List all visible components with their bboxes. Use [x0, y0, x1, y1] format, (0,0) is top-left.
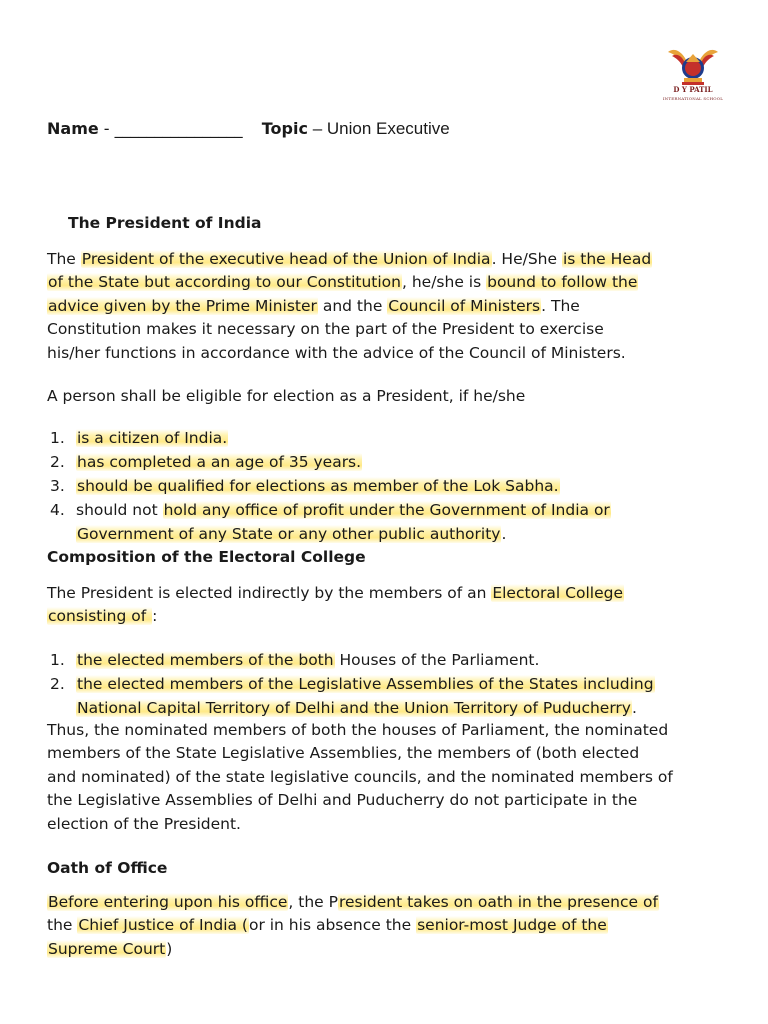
highlight: Government of any State or any other public authority: [77, 525, 501, 543]
name-blank[interactable]: ________________: [114, 119, 243, 138]
highlight: has completed a an age of 35 years.: [77, 453, 362, 471]
highlight: Before entering upon his office: [48, 893, 288, 911]
highlight: National Capital Territory of Delhi and the Union Territory of Puducherry: [77, 699, 631, 717]
text-line: of the State but according to our Constitution, he/she is bound to follow the: [48, 273, 638, 292]
list-item: 4. should not hold any office of profit under the Government of India or Government of any State or any other public authority.: [50, 501, 610, 543]
highlight: senior-most Judge of the: [417, 916, 607, 935]
text-line: members of the State Legislative Assemblies, the members of (both elected: [47, 744, 640, 763]
name-separator: -: [98, 119, 115, 138]
text-line: Before entering upon his office, the President takes on oath in the presence of: [48, 893, 658, 911]
president-paragraph: [47, 248, 737, 365]
highlight: bound to follow the: [487, 273, 638, 292]
topic-separator: –: [307, 119, 327, 138]
text-line: The President is elected indirectly by the members of an Electoral College: [47, 584, 623, 602]
eligibility-intro: A person shall be eligible for election as a President, if he/she: [47, 387, 526, 405]
text-line: advice given by the Prime Minister and the Council of Ministers. The: [48, 296, 580, 315]
highlight: Council of Ministers: [388, 296, 541, 315]
list-item: 3. should be qualified for elections as member of the Lok Sabha.: [50, 477, 559, 495]
logo-caption: [662, 86, 724, 103]
text-line: the Legislative Assemblies of Delhi and Puducherry do not participate in the: [47, 791, 638, 810]
electoral-college-intro: [47, 582, 737, 629]
highlight: Electoral College: [492, 584, 623, 602]
oath-paragraph: [47, 891, 737, 961]
highlight: Chief Justice of India (: [78, 916, 248, 935]
highlight: is a citizen of India.: [77, 429, 228, 447]
highlight: resident takes on oath in the presence of: [338, 893, 658, 911]
eligibility-list: [47, 426, 747, 546]
text-line: Thus, the nominated members of both the houses of Parliament, the nominated: [47, 721, 669, 739]
highlight: consisting of: [48, 607, 152, 626]
name-topic-line: [47, 118, 450, 140]
highlight: is the Head: [562, 250, 652, 268]
list-item: 2. the elected members of the Legislative Assemblies of the States including National Capital Territory of Delhi and the Union Territory of Puducherry.: [50, 675, 654, 717]
highlight: of the State but according to our Constitution: [48, 273, 401, 292]
highlight: should be qualified for elections as member of the Lok Sabha.: [77, 477, 559, 495]
electoral-college-list: [47, 648, 747, 720]
highlight: the elected members of the both: [77, 651, 334, 669]
text-line: election of the President.: [47, 814, 241, 833]
electoral-college-closing: [47, 719, 737, 836]
list-item: 1. is a citizen of India.: [50, 429, 228, 447]
text-line: consisting of :: [48, 607, 158, 626]
text-line: his/her functions in accordance with the advice of the Council of Ministers.: [47, 343, 626, 362]
topic-label: Topic: [261, 119, 308, 138]
text-line: and nominated) of the state legislative councils, and the nominated members of: [47, 767, 673, 786]
list-item: 2. has completed a an age of 35 years.: [50, 453, 362, 471]
highlight: advice given by the Prime Minister: [48, 296, 317, 315]
logo-name: D Y PATIL: [673, 85, 713, 94]
text-line: The President of the executive head of the Union of India. He/She is the Head: [47, 250, 652, 268]
section-heading-electoral-college: Composition of the Electoral College: [47, 548, 366, 566]
section-heading-oath: Oath of Office: [47, 859, 168, 877]
list-item: 1. the elected members of the both Houses of the Parliament.: [50, 651, 540, 669]
highlight: Supreme Court: [48, 939, 166, 958]
topic-value: Union Executive: [326, 119, 450, 138]
school-crest-icon: [664, 44, 722, 88]
highlight: the elected members of the Legislative Assemblies of the States including: [77, 675, 654, 693]
name-label: Name: [47, 119, 99, 138]
logo-subtitle: INTERNATIONAL SCHOOL: [662, 96, 724, 101]
text-line: Constitution makes it necessary on the part of the President to exercise: [47, 320, 604, 339]
text-line: Supreme Court): [48, 939, 173, 958]
text-line: the Chief Justice of India (or in his absence the senior-most Judge of the: [47, 916, 607, 935]
highlight: President of the executive head of the Union of India: [81, 250, 491, 268]
highlight: hold any office of profit under the Government of India or: [163, 501, 610, 519]
section-heading-president: The President of India: [68, 214, 262, 232]
